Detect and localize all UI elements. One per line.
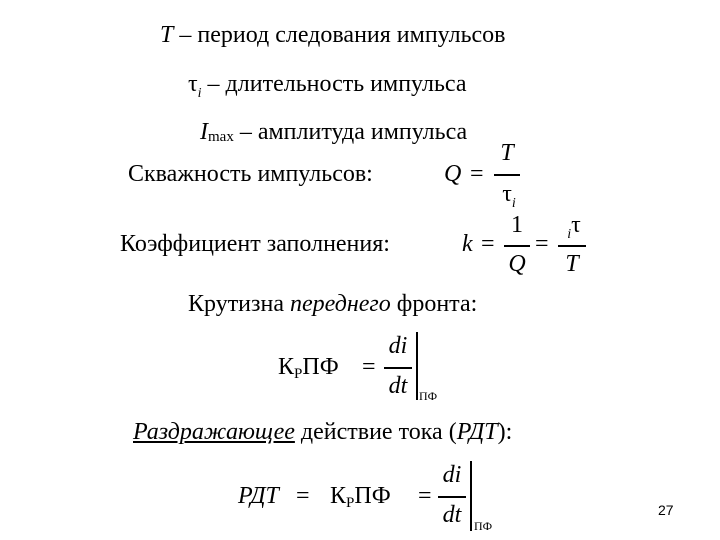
front-evaluation-subscript: ПФ bbox=[419, 389, 438, 403]
rdt-heading-end: ): bbox=[497, 419, 513, 445]
duration-text: – длительность импульса bbox=[201, 71, 467, 97]
fill-numerator-2 bbox=[558, 212, 590, 242]
amplitude-subscript: max bbox=[208, 129, 234, 145]
duty-equals: = bbox=[470, 161, 484, 187]
rdt-evaluation-bar bbox=[470, 461, 472, 531]
rdt-heading bbox=[133, 420, 512, 444]
rdt-middle-subscript: Р bbox=[346, 495, 355, 511]
fill-fraction-bar-1 bbox=[504, 245, 530, 247]
duty-fraction-bar bbox=[494, 174, 520, 176]
front-lhs bbox=[278, 354, 339, 382]
fill-numerator-subscript: i bbox=[567, 227, 572, 242]
front-equals: = bbox=[362, 354, 376, 380]
fill-equals-2: = bbox=[535, 231, 549, 257]
period-definition bbox=[160, 23, 506, 47]
period-symbol: T bbox=[160, 22, 174, 48]
duration-definition bbox=[188, 71, 467, 101]
front-lhs-rest: ПФ bbox=[302, 354, 339, 380]
fill-lhs: k bbox=[462, 231, 473, 257]
duty-denominator-subscript: i bbox=[511, 196, 516, 211]
rdt-heading-underlined: Раздражающее bbox=[133, 419, 295, 445]
front-numerator: di bbox=[388, 333, 408, 359]
duty-label: Скважность импульсов: bbox=[128, 161, 373, 187]
rdt-evaluation-subscript: ПФ bbox=[474, 519, 493, 533]
rdt-middle-rest: ПФ bbox=[354, 483, 391, 509]
front-lhs-main: К bbox=[278, 354, 295, 380]
amplitude-text: – амплитуда импульса bbox=[233, 119, 468, 145]
duty-denominator bbox=[494, 181, 524, 211]
duty-numerator: T bbox=[500, 140, 514, 166]
amplitude-definition bbox=[200, 120, 467, 144]
rdt-equals-1: = bbox=[296, 483, 310, 509]
duration-subscript: i bbox=[197, 86, 202, 101]
front-fraction-bar bbox=[384, 367, 412, 369]
fill-label: Коэффициент заполнения: bbox=[120, 231, 390, 257]
period-text: – период следования импульсов bbox=[173, 22, 506, 48]
front-heading-post: фронта: bbox=[390, 291, 478, 317]
front-heading-pre: Крутизна bbox=[188, 291, 290, 317]
rdt-middle bbox=[330, 483, 391, 511]
front-heading-italic: переднего bbox=[290, 291, 391, 317]
rdt-numerator: di bbox=[442, 462, 462, 488]
front-lhs-subscript: Р bbox=[294, 366, 303, 382]
front-heading bbox=[188, 292, 477, 316]
rdt-equals-2: = bbox=[418, 483, 432, 509]
page-number: 27 bbox=[658, 502, 674, 518]
rdt-heading-abbr: РДТ bbox=[456, 419, 498, 445]
duty-lhs: Q bbox=[444, 161, 462, 187]
duration-symbol: τ bbox=[188, 71, 198, 97]
rdt-denominator: dt bbox=[442, 502, 462, 528]
fill-denominator-1: Q bbox=[508, 251, 526, 277]
fill-numerator-1: 1 bbox=[511, 212, 523, 238]
fill-numerator-symbol: τ bbox=[571, 212, 581, 238]
fill-fraction-bar-2 bbox=[558, 245, 586, 247]
rdt-lhs: РДТ bbox=[238, 483, 279, 509]
rdt-middle-main: К bbox=[330, 483, 347, 509]
front-denominator: dt bbox=[388, 373, 408, 399]
front-evaluation-bar bbox=[416, 332, 418, 400]
duty-denominator-symbol: τ bbox=[502, 181, 512, 207]
amplitude-symbol: I bbox=[200, 119, 208, 145]
rdt-heading-mid: действие тока ( bbox=[294, 419, 457, 445]
fill-equals-1: = bbox=[481, 231, 495, 257]
fill-denominator-2: T bbox=[565, 251, 579, 277]
rdt-fraction-bar bbox=[438, 496, 466, 498]
